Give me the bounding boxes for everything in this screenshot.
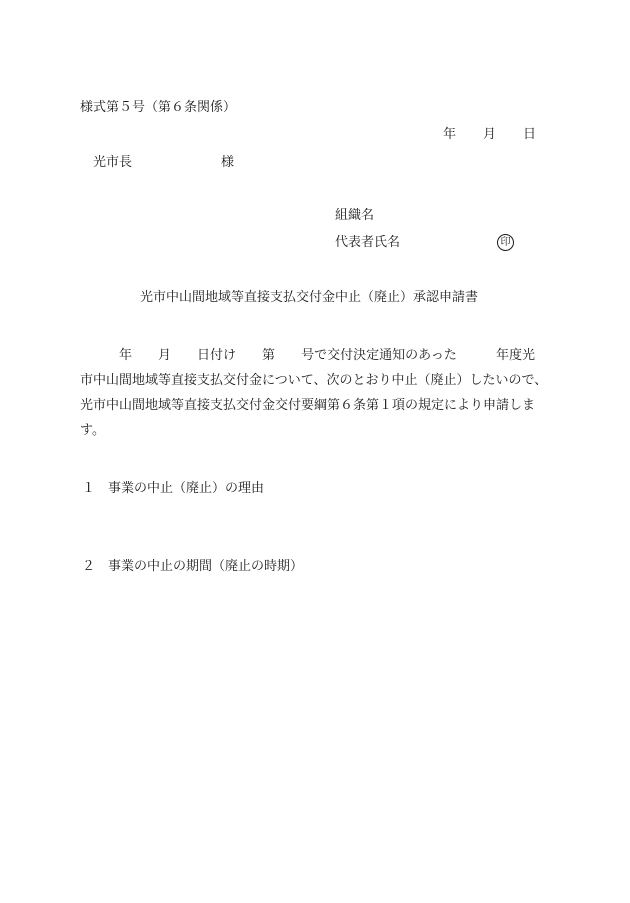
addressee-name: 光市長: [93, 155, 133, 170]
body-paragraph: [80, 343, 560, 443]
body-fiscal-year: 年度光: [495, 348, 535, 363]
body-line-2: 市中山間地域等直接支払交付金について、次のとおり中止（廃止）したいので、: [80, 373, 548, 388]
item-1-label: 事業の中止（廃止）の理由: [108, 481, 265, 496]
date-year: 年: [443, 127, 457, 142]
addressee-honorific: 様: [221, 155, 235, 170]
seal-icon: 印: [497, 234, 514, 251]
item-2-label: 事業の中止の期間（廃止の時期）: [108, 559, 304, 574]
date-month: 月: [483, 127, 497, 142]
body-line-1: [80, 343, 560, 368]
document-title: 光市中山間地域等直接支払交付金中止（廃止）承認申請書: [140, 290, 479, 305]
item-2-number: ２: [82, 559, 96, 574]
body-year: 年: [119, 348, 133, 363]
item-1-number: １: [82, 481, 96, 496]
body-suffix: 号で交付決定通知のあった: [301, 348, 457, 363]
form-label: 様式第５号（第６条関係）: [80, 100, 237, 115]
body-line-3: 光市中山間地域等直接支払交付金交付要綱第６条第１項の規定により申請しま: [80, 398, 536, 413]
body-month: 月: [158, 348, 172, 363]
date-day: 日: [523, 127, 537, 142]
body-line-4: す。: [80, 423, 105, 438]
body-dated: 日付け: [197, 348, 237, 363]
organization-label: 組織名: [335, 208, 375, 223]
body-number-prefix: 第: [262, 348, 276, 363]
representative-label: 代表者氏名: [335, 235, 401, 250]
